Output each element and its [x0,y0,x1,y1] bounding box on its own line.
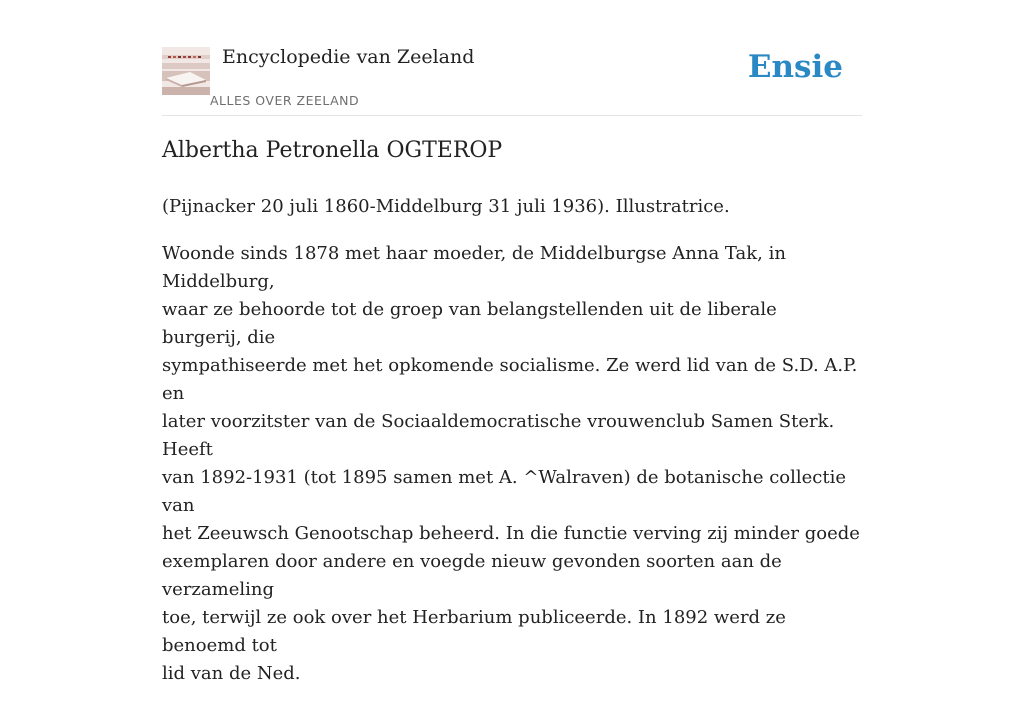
article-intro: (Pijnacker 20 juli 1860-Middelburg 31 juli 1936). Illustratrice. [162,196,730,217]
article-body: Woonde sinds 1878 met haar moeder, de Middelburgse Anna Tak, in Middelburg, waar ze behoorde tot de groep van belangstellenden uit de liberale burgerij, die sympathiseerde met het opkomende socialisme. Ze werd lid van de S.D. A.P. en later voorzitster van de Sociaaldemocratische vrouwenclub Samen Sterk. Heeft van 1892-1931 (tot 1895 samen met A. ^Walraven) de botanische collectie van het Zeeuwsch Genootschap beheerd. In die functie verving zij minder goede exemplaren door andere en voegde nieuw gevonden soorten aan de verzameling toe, terwijl ze ook over het Herbarium publiceerde. In 1892 werd ze benoemd tot lid van de Ned. [162,243,860,684]
site-name-link[interactable]: Encyclopedie van Zeeland [222,46,475,68]
site-tagline: ALLES OVER ZEELAND [210,93,360,108]
site-logo-avatar[interactable] [162,47,210,95]
site-header [162,44,862,116]
article-content [162,193,862,707]
ensie-logo-link[interactable]: Ensie [747,49,843,85]
article-title: Albertha Petronella OGTEROP [162,138,503,163]
books-icon [162,47,210,95]
